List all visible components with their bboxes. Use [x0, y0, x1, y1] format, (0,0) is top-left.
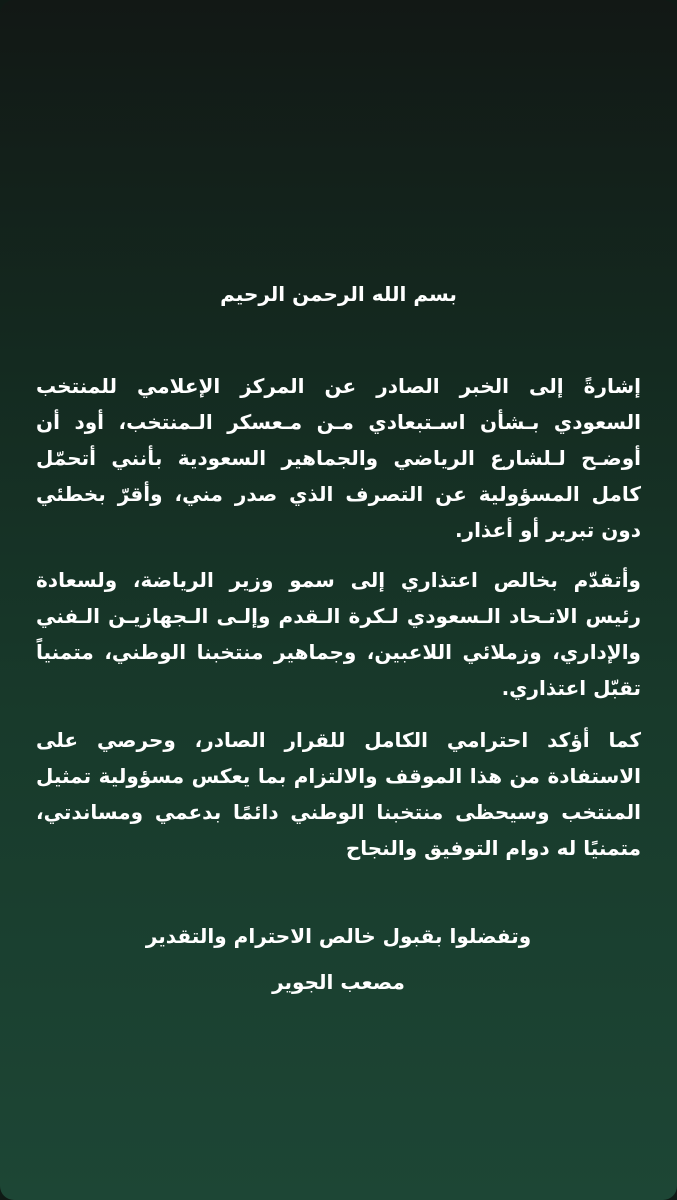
closing-line: وتفضلوا بقبول خالص الاحترام والتقدير — [145, 924, 532, 948]
statement-paragraph-2: وأتقدّم بخالص اعتذاري إلى سمو وزير الرياضة، ولسعادة رئيس الاتـحاد الـسعودي لـكرة الـقدم وإلـى الـجهازيـن الـفني والإداري، وزملائي اللاعبين، وجماهير منتخبنا الوطني، متمنياً تقبّل اعتذاري. — [36, 568, 641, 700]
basmala-heading: بسم الله الرحمن الرحيم — [220, 282, 457, 306]
signature-name: مصعب الجوير — [272, 970, 405, 994]
statement-paragraph-1: إشارةً إلى الخبر الصادر عن المركز الإعلامي للمنتخب السعودي بـشأن اسـتبعادي مـن مـعسكر الـمنتخب، أود أن أوضـح لـلشارع الرياضي والجماهير السعودية بأنني أتحمّل كامل المسؤولية عن التصرف الذي صدر مني، وأقرّ بخطئي دون تبرير أو أعذار. — [36, 374, 641, 542]
statement-paragraph-3: كما أؤكد احترامي الكامل للقرار الصادر، وحرصي على الاستفادة من هذا الموقف والالتزام بما يعكس مسؤولية تمثيل المنتخب وسيحظى منتخبنا الوطني دائمًا بدعمي ومساندتي، متمنيًا له دوام التوفيق والنجاح — [36, 728, 641, 860]
